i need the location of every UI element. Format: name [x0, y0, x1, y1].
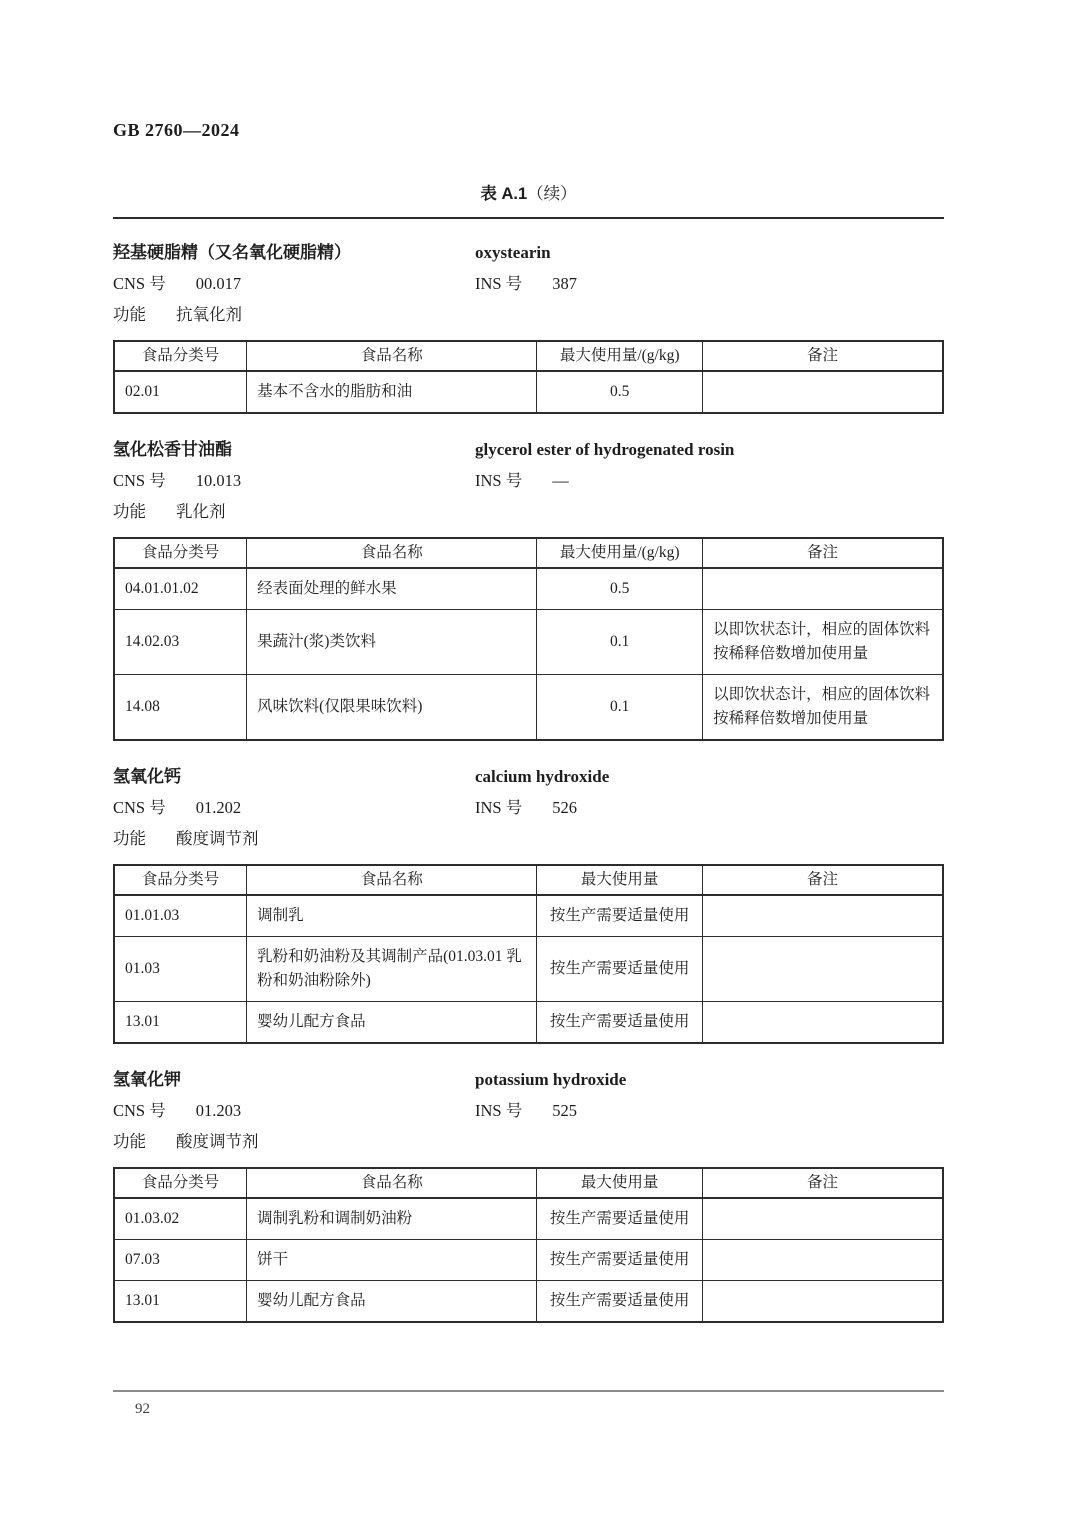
page-number: 92 — [135, 1401, 150, 1417]
ins-number — [475, 465, 944, 496]
table-row — [114, 371, 943, 413]
additive-name-zh: 氢氧化钙 — [113, 767, 181, 786]
additive-name-en: oxystearin — [475, 243, 551, 262]
ins-label: INS 号 — [475, 1101, 523, 1120]
additive-name-en: calcium hydroxide — [475, 767, 610, 786]
additive-name-line — [113, 237, 944, 268]
cns-value: 01.202 — [195, 798, 242, 817]
table-title-suffix: （续） — [527, 184, 577, 203]
table-title — [113, 183, 944, 205]
cns-label: CNS 号 — [113, 471, 166, 490]
column-header-food-name: 食品名称 — [247, 538, 537, 568]
food-category-code-cell: 13.01 — [114, 1281, 247, 1323]
note-cell — [703, 1281, 943, 1323]
note-cell — [703, 1198, 943, 1240]
usage-table — [113, 340, 944, 414]
food-name-cell: 婴幼儿配方食品 — [247, 1002, 537, 1044]
additive-function-line — [113, 1126, 944, 1157]
table-row — [114, 675, 943, 741]
max-usage-cell: 按生产需要适量使用 — [537, 895, 703, 937]
ins-label: INS 号 — [475, 798, 523, 817]
additive-number-line — [113, 268, 944, 299]
food-category-code-cell: 01.03 — [114, 937, 247, 1002]
column-header-max-usage: 最大使用量 — [537, 865, 703, 895]
table-row — [114, 895, 943, 937]
additive-section-calcium-hydroxide — [113, 761, 944, 1044]
additive-name-zh: 氢氧化钾 — [113, 1070, 181, 1089]
function-label: 功能 — [113, 305, 146, 324]
table-row — [114, 568, 943, 610]
cns-number — [113, 792, 475, 823]
note-cell — [703, 1002, 943, 1044]
additive-function-line — [113, 496, 944, 527]
food-name-cell: 果蔬汁(浆)类饮料 — [247, 610, 537, 675]
additive-name-line — [113, 434, 944, 465]
function-value: 酸度调节剂 — [176, 829, 259, 848]
column-header-note: 备注 — [703, 341, 943, 371]
additive-number-line — [113, 465, 944, 496]
cns-label: CNS 号 — [113, 274, 166, 293]
max-usage-cell: 0.1 — [537, 675, 703, 741]
food-name-cell: 调制乳 — [247, 895, 537, 937]
ins-value: — — [552, 471, 569, 490]
food-name-cell: 婴幼儿配方食品 — [247, 1281, 537, 1323]
function-label: 功能 — [113, 1132, 146, 1151]
additive-name-en: potassium hydroxide — [475, 1070, 627, 1089]
max-usage-cell: 0.5 — [537, 371, 703, 413]
note-cell: 以即饮状态计，相应的固体饮料按稀释倍数增加使用量 — [703, 675, 943, 741]
column-header-category: 食品分类号 — [114, 341, 247, 371]
note-cell — [703, 568, 943, 610]
usage-table — [113, 537, 944, 741]
function — [113, 1126, 475, 1157]
food-name-cell: 风味饮料(仅限果味饮料) — [247, 675, 537, 741]
function-value: 乳化剂 — [176, 502, 226, 521]
table-row — [114, 937, 943, 1002]
food-category-code-cell: 14.02.03 — [114, 610, 247, 675]
cns-number — [113, 1095, 475, 1126]
function-label: 功能 — [113, 502, 146, 521]
table-row — [114, 1198, 943, 1240]
food-name-cell: 饼干 — [247, 1240, 537, 1281]
table-row — [114, 1002, 943, 1044]
additive-section-oxystearin — [113, 237, 944, 414]
additive-number-line — [113, 792, 944, 823]
cns-number — [113, 268, 475, 299]
cns-label: CNS 号 — [113, 1101, 166, 1120]
function-value: 抗氧化剂 — [176, 305, 242, 324]
additive-number-line — [113, 1095, 944, 1126]
cns-value: 10.013 — [195, 471, 242, 490]
food-name-cell: 乳粉和奶油粉及其调制产品(01.03.01 乳粉和奶油粉除外) — [247, 937, 537, 1002]
max-usage-cell: 按生产需要适量使用 — [537, 1281, 703, 1323]
table-row — [114, 1281, 943, 1323]
additive-section-potassium-hydroxide — [113, 1064, 944, 1323]
page-footer — [113, 1390, 944, 1418]
ins-number — [475, 268, 944, 299]
food-category-code-cell: 01.01.03 — [114, 895, 247, 937]
additive-name-line — [113, 1064, 944, 1095]
cns-number — [113, 465, 475, 496]
cns-value: 01.203 — [195, 1101, 242, 1120]
ins-value: 387 — [552, 274, 577, 293]
document-code: GB 2760—2024 — [113, 120, 240, 140]
column-header-note: 备注 — [703, 865, 943, 895]
function — [113, 496, 475, 527]
max-usage-cell: 按生产需要适量使用 — [537, 937, 703, 1002]
table-header-row — [114, 341, 943, 371]
ins-number — [475, 792, 944, 823]
page-content — [113, 0, 944, 1323]
additive-name-en: glycerol ester of hydrogenated rosin — [475, 440, 735, 459]
food-category-code-cell: 04.01.01.02 — [114, 568, 247, 610]
note-cell — [703, 895, 943, 937]
food-category-code-cell: 13.01 — [114, 1002, 247, 1044]
table-title-prefix: 表 A.1 — [480, 185, 528, 203]
cns-value: 00.017 — [195, 274, 242, 293]
food-category-code-cell: 02.01 — [114, 371, 247, 413]
column-header-food-name: 食品名称 — [247, 341, 537, 371]
column-header-food-name: 食品名称 — [247, 865, 537, 895]
ins-value: 525 — [552, 1101, 577, 1120]
column-header-category: 食品分类号 — [114, 865, 247, 895]
food-category-code-cell: 01.03.02 — [114, 1198, 247, 1240]
max-usage-cell: 按生产需要适量使用 — [537, 1198, 703, 1240]
food-name-cell: 基本不含水的脂肪和油 — [247, 371, 537, 413]
column-header-note: 备注 — [703, 538, 943, 568]
function — [113, 823, 475, 854]
food-category-code-cell: 07.03 — [114, 1240, 247, 1281]
column-header-max-usage: 最大使用量 — [537, 1168, 703, 1198]
column-header-category: 食品分类号 — [114, 538, 247, 568]
additive-section-glycerol-ester — [113, 434, 944, 741]
column-header-note: 备注 — [703, 1168, 943, 1198]
column-header-category: 食品分类号 — [114, 1168, 247, 1198]
additive-name-line — [113, 761, 944, 792]
table-row — [114, 1240, 943, 1281]
ins-number — [475, 1095, 944, 1126]
max-usage-cell: 0.5 — [537, 568, 703, 610]
additive-function-line — [113, 823, 944, 854]
additive-function-line — [113, 299, 944, 330]
table-header-row — [114, 865, 943, 895]
note-cell: 以即饮状态计，相应的固体饮料按稀释倍数增加使用量 — [703, 610, 943, 675]
ins-label: INS 号 — [475, 274, 523, 293]
additive-name-zh: 氢化松香甘油酯 — [113, 440, 232, 459]
table-header-row — [114, 1168, 943, 1198]
function-label: 功能 — [113, 829, 146, 848]
table-row — [114, 610, 943, 675]
title-divider — [113, 217, 944, 219]
note-cell — [703, 1240, 943, 1281]
note-cell — [703, 371, 943, 413]
function-value: 酸度调节剂 — [176, 1132, 259, 1151]
usage-table — [113, 864, 944, 1044]
food-name-cell: 经表面处理的鲜水果 — [247, 568, 537, 610]
ins-label: INS 号 — [475, 471, 523, 490]
ins-value: 526 — [552, 798, 577, 817]
column-header-food-name: 食品名称 — [247, 1168, 537, 1198]
additive-name-zh: 羟基硬脂精（又名氧化硬脂精） — [113, 243, 351, 262]
max-usage-cell: 0.1 — [537, 610, 703, 675]
column-header-max-usage: 最大使用量/(g/kg) — [537, 341, 703, 371]
table-header-row — [114, 538, 943, 568]
function — [113, 299, 475, 330]
usage-table — [113, 1167, 944, 1323]
food-name-cell: 调制乳粉和调制奶油粉 — [247, 1198, 537, 1240]
footer-divider — [113, 1390, 944, 1392]
max-usage-cell: 按生产需要适量使用 — [537, 1240, 703, 1281]
column-header-max-usage: 最大使用量/(g/kg) — [537, 538, 703, 568]
cns-label: CNS 号 — [113, 798, 166, 817]
note-cell — [703, 937, 943, 1002]
food-category-code-cell: 14.08 — [114, 675, 247, 741]
max-usage-cell: 按生产需要适量使用 — [537, 1002, 703, 1044]
